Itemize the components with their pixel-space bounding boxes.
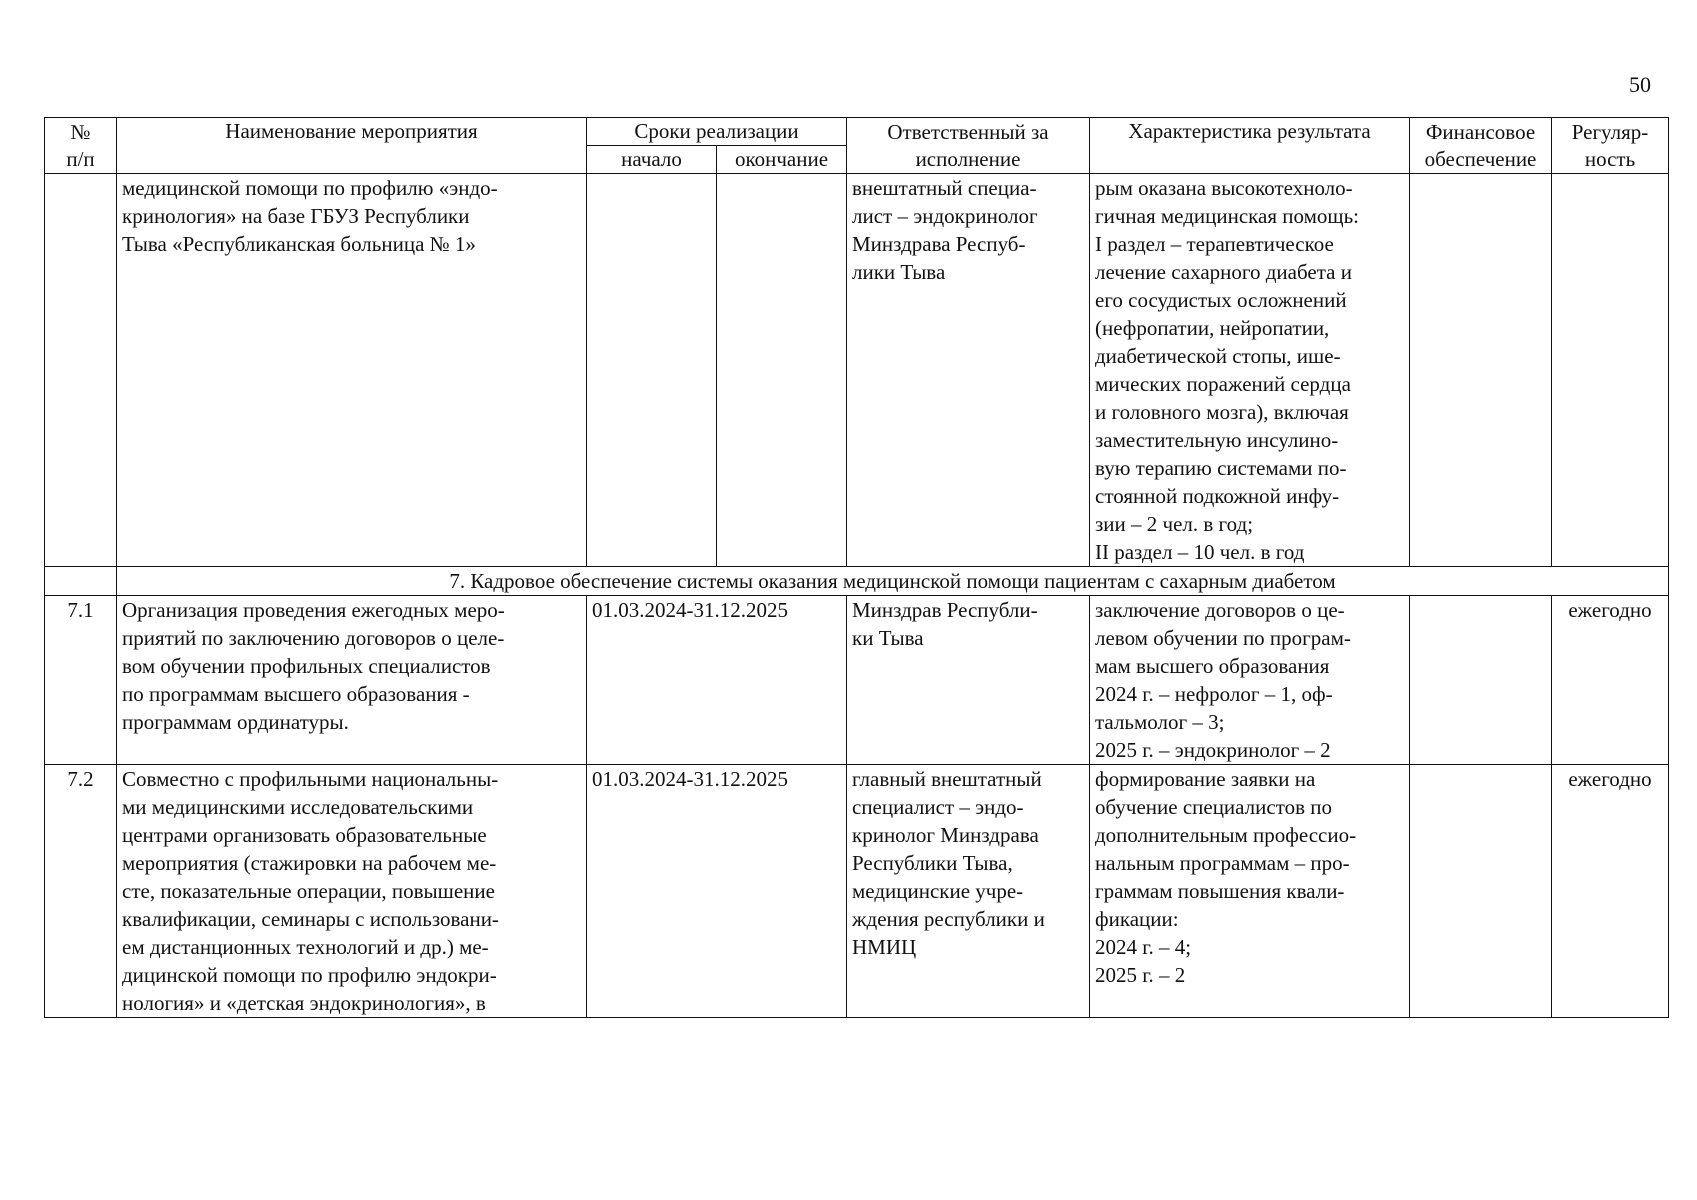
row-result: формирование заявки на обучение специалистов по дополнительным профессио- нальным программам – про- граммам повышения квали- фикации: 2024 г. – 4; 2025 г. – 2	[1090, 765, 1410, 1018]
row-end	[717, 174, 847, 567]
row-name: медицинской помощи по профилю «эндо- кринология» на базе ГБУЗ Республики Тыва «Республиканская больница № 1»	[117, 174, 587, 567]
row-name: Организация проведения ежегодных меро- приятий по заключению договоров о целе- вом обучении профильных специалистов по программам высшего образования - программам ординатуры.	[117, 596, 587, 765]
row-responsible: главный внештатный специалист – эндо- кринолог Минздрава Республики Тыва, медицинские учре- ждения республики и НМИЦ	[847, 765, 1090, 1018]
header-name: Наименование мероприятия	[117, 118, 587, 174]
header-result: Характеристика результата	[1090, 118, 1410, 174]
header-responsible: Ответственный за исполнение	[847, 118, 1090, 174]
row-num: 7.1	[45, 596, 117, 765]
page-number: 50	[1629, 72, 1651, 97]
row-responsible: внештатный специа- лист – эндокринолог Минздрава Респуб- лики Тыва	[847, 174, 1090, 567]
section-title: 7. Кадровое обеспечение системы оказания медицинской помощи пациентам с сахарным диабетом	[117, 567, 1669, 596]
row-result: рым оказана высокотехноло- гичная медицинская помощь: I раздел – терапевтическое лечение сахарного диабета и его сосудистых осложнений (нефропатии, нейропатии, диабетической стопы, ише- мических поражений сердца и головного мозга), включая заместительную инсулино- вую терапию системами по- стоянной подкожной инфу- зии – 2 чел. в год; II раздел – 10 чел. в год	[1090, 174, 1410, 567]
row-finance	[1410, 174, 1552, 567]
row-regularity: ежегодно	[1552, 765, 1669, 1018]
table-row	[45, 765, 1669, 1018]
table-row	[45, 596, 1669, 765]
row-start	[587, 174, 717, 567]
header-start: начало	[587, 146, 717, 174]
row-num: 7.2	[45, 765, 117, 1018]
row-num	[45, 174, 117, 567]
row-result: заключение договоров о це- левом обучении по програм- мам высшего образования 2024 г. – нефролог – 1, оф- тальмолог – 3; 2025 г. – эндокринолог – 2	[1090, 596, 1410, 765]
header-finance: Финансовое обеспечение	[1410, 118, 1552, 174]
row-finance	[1410, 596, 1552, 765]
row-regularity	[1552, 174, 1669, 567]
header-end: окончание	[717, 146, 847, 174]
header-terms: Сроки реализации	[587, 118, 847, 146]
row-dates: 01.03.2024-31.12.2025	[587, 596, 847, 765]
table-header-row	[45, 118, 1669, 146]
row-dates: 01.03.2024-31.12.2025	[587, 765, 847, 1018]
section-num	[45, 567, 117, 596]
activities-table	[44, 117, 1669, 1018]
table-row	[45, 174, 1669, 567]
row-regularity: ежегодно	[1552, 596, 1669, 765]
section-row	[45, 567, 1669, 596]
header-regularity: Регуляр- ность	[1552, 118, 1669, 174]
row-finance	[1410, 765, 1552, 1018]
row-name: Совместно с профильными национальны- ми медицинскими исследовательскими центрами организовать образовательные мероприятия (стажировки на рабочем ме- сте, показательные операции, повышение квалификации, семинары с использовани- ем дистанционных технологий и др.) ме- дицинской помощи по профилю эндокри- нология» и «детская эндокринология», в	[117, 765, 587, 1018]
row-responsible: Минздрав Республи- ки Тыва	[847, 596, 1090, 765]
header-num: № п/п	[45, 118, 117, 174]
